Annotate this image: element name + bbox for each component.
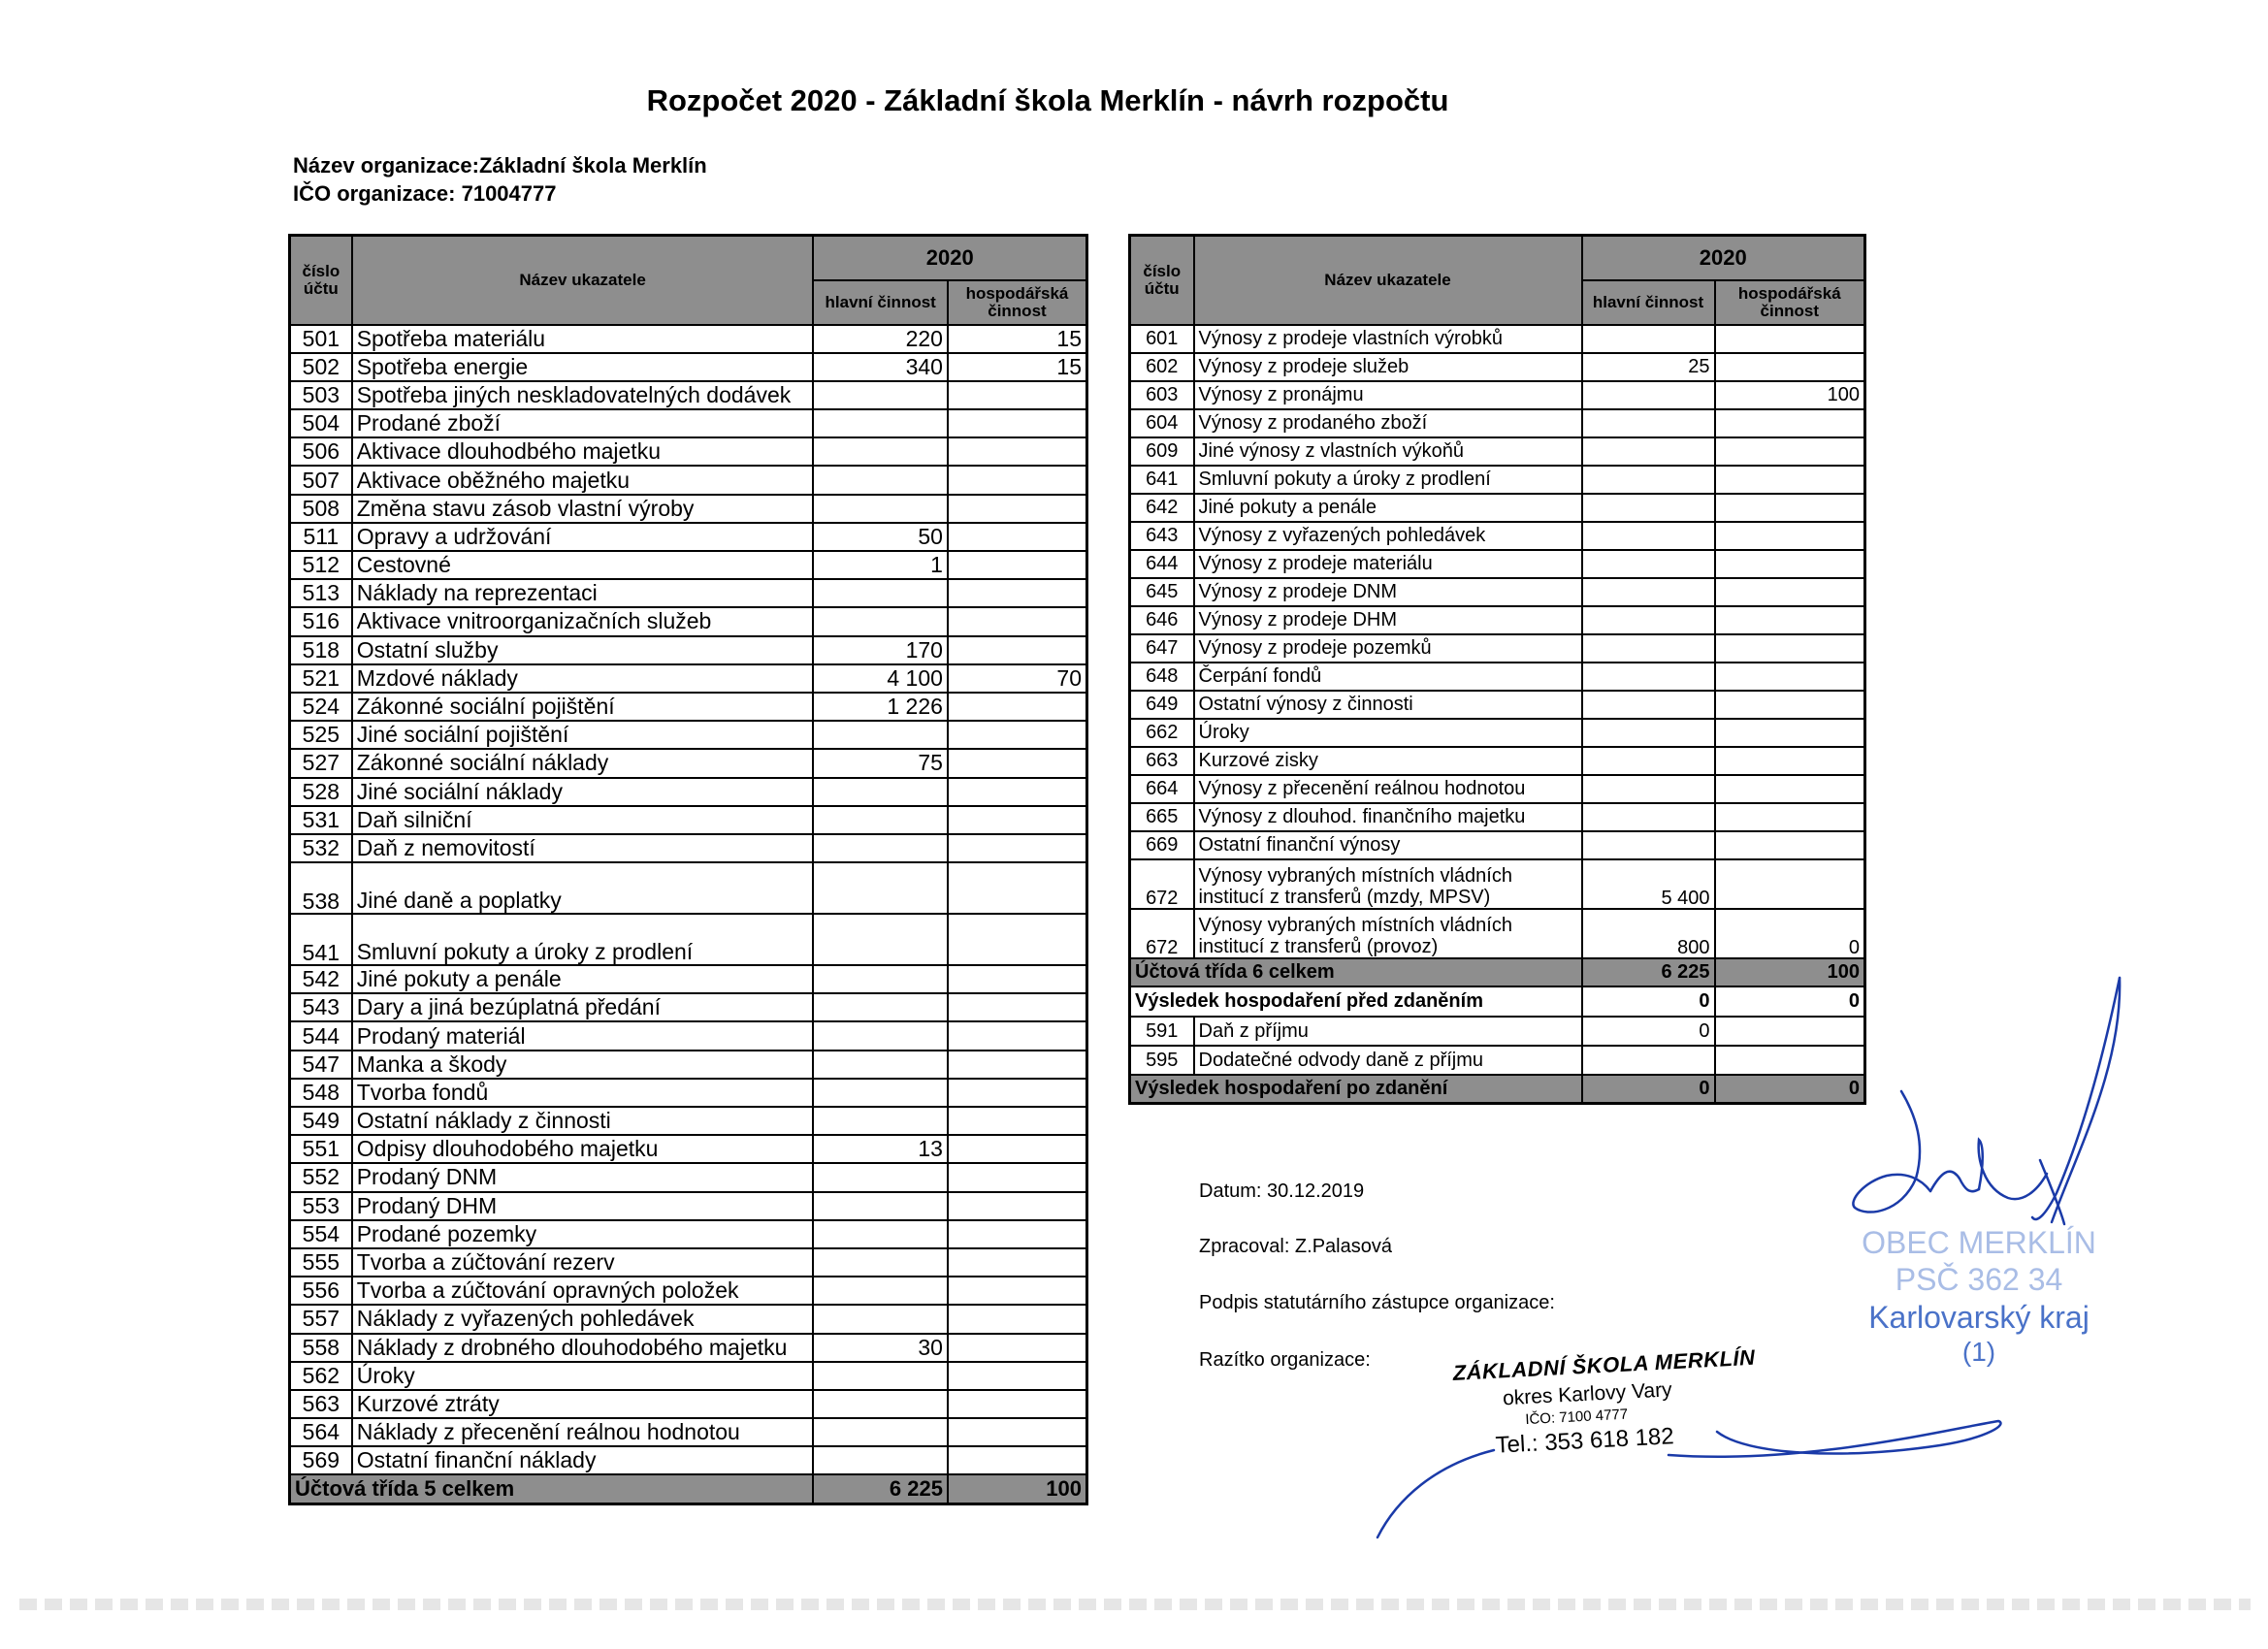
account-code: 557 (290, 1305, 352, 1333)
account-code: 648 (1130, 663, 1194, 691)
account-code: 504 (290, 409, 352, 437)
main-activity-value: 25 (1582, 353, 1715, 381)
account-code: 643 (1130, 522, 1194, 550)
account-name: Smluvní pokuty a úroky z prodlení (1194, 466, 1582, 494)
account-name: Jiné daně a poplatky (352, 862, 814, 914)
signature-label: Podpis statutárního zástupce organizace: (1199, 1292, 1555, 1313)
account-name: Ostatní finanční výnosy (1194, 831, 1582, 859)
account-code: 527 (290, 749, 352, 777)
stamp-school-line1: ZÁKLADNÍ ŠKOLA MERKLÍN (1452, 1344, 1756, 1385)
main-activity-value: 0 (1582, 1017, 1715, 1046)
account-code: 644 (1130, 550, 1194, 578)
account-name: Manka a škody (352, 1051, 814, 1079)
main-activity-value: 1 226 (813, 693, 948, 721)
economic-activity-value: 0 (1715, 909, 1865, 958)
account-name: Smluvní pokuty a úroky z prodlení (352, 914, 814, 965)
account-name: Čerpání fondů (1194, 663, 1582, 691)
main-activity-value: 75 (813, 749, 948, 777)
header-account-number: číslo účtu (1130, 236, 1194, 325)
account-name: Spotřeba jiných neskladovatelných dodávek (352, 381, 814, 409)
account-code: 541 (290, 914, 352, 965)
account-name: Ostatní výnosy z činnosti (1194, 691, 1582, 719)
account-name: Aktivace vnitroorganizačních služeb (352, 607, 814, 635)
account-name: Tvorba fondů (352, 1079, 814, 1107)
account-name: Ostatní služby (352, 636, 814, 664)
account-name: Tvorba a zúčtování rezerv (352, 1248, 814, 1277)
account-code: 547 (290, 1051, 352, 1079)
account-name: Dodatečné odvody daně z příjmu (1194, 1046, 1582, 1075)
account-code: 501 (290, 325, 352, 353)
account-name: Výnosy z přecenění reálnou hodnotou (1194, 775, 1582, 803)
main-activity-value: 4 100 (813, 664, 948, 693)
account-code: 672 (1130, 909, 1194, 958)
account-code: 513 (290, 579, 352, 607)
total-class-6-main: 6 225 (1582, 958, 1715, 986)
account-code: 524 (290, 693, 352, 721)
economic-activity-value: 100 (1715, 381, 1865, 409)
main-activity-value: 5 400 (1582, 859, 1715, 909)
account-code: 551 (290, 1135, 352, 1163)
account-code: 564 (290, 1418, 352, 1446)
account-code: 669 (1130, 831, 1194, 859)
header-year: 2020 (1582, 236, 1865, 280)
account-name: Úroky (1194, 719, 1582, 747)
stamp-obec-line1: OBEC MERKLÍN (1862, 1225, 2096, 1260)
stamp-school-line2: okres Karlovy Vary (1502, 1377, 1673, 1409)
account-code: 603 (1130, 381, 1194, 409)
main-activity-value: 170 (813, 636, 948, 664)
account-name: Zákonné sociální náklady (352, 749, 814, 777)
account-code: 503 (290, 381, 352, 409)
account-code: 525 (290, 721, 352, 749)
total-class-6-economic: 100 (1715, 958, 1865, 986)
account-code: 609 (1130, 437, 1194, 466)
account-name: Úroky (352, 1362, 814, 1390)
organization-ico: IČO organizace: 71004777 (293, 181, 557, 206)
account-code: 516 (290, 607, 352, 635)
header-economic-activity: hospodářská činnost (1715, 280, 1865, 325)
account-name: Výnosy z vyřazených pohledávek (1194, 522, 1582, 550)
account-code: 544 (290, 1021, 352, 1050)
account-code: 521 (290, 664, 352, 693)
account-code: 672 (1130, 859, 1194, 909)
result-before-tax-label: Výsledek hospodaření před zdaněním (1130, 986, 1582, 1017)
account-name: Náklady z vyřazených pohledávek (352, 1305, 814, 1333)
account-name: Náklady na reprezentaci (352, 579, 814, 607)
account-code: 647 (1130, 634, 1194, 663)
page-title: Rozpočet 2020 - Základní škola Merklín - návrh rozpočtu (646, 83, 1449, 117)
account-code: 554 (290, 1220, 352, 1248)
account-name: Výnosy z pronájmu (1194, 381, 1582, 409)
account-code: 553 (290, 1192, 352, 1220)
account-name: Prodané pozemky (352, 1220, 814, 1248)
account-name: Výnosy z prodeje materiálu (1194, 550, 1582, 578)
account-code: 506 (290, 437, 352, 466)
account-code: 664 (1130, 775, 1194, 803)
account-name: Daň silniční (352, 806, 814, 834)
account-name: Jiné sociální pojištění (352, 721, 814, 749)
account-name: Změna stavu zásob vlastní výroby (352, 495, 814, 523)
account-code: 548 (290, 1079, 352, 1107)
account-code: 642 (1130, 494, 1194, 522)
economic-activity-value: 15 (948, 325, 1087, 353)
account-code: 542 (290, 965, 352, 993)
account-code: 518 (290, 636, 352, 664)
account-code: 641 (1130, 466, 1194, 494)
account-name: Daň z příjmu (1194, 1017, 1582, 1046)
header-account-number: číslo účtu (290, 236, 352, 325)
total-class-5-label: Účtová třída 5 celkem (290, 1474, 814, 1504)
account-code: 663 (1130, 747, 1194, 775)
account-code: 507 (290, 466, 352, 494)
result-after-tax-label: Výsledek hospodaření po zdanění (1130, 1075, 1582, 1104)
account-code: 555 (290, 1248, 352, 1277)
account-code: 649 (1130, 691, 1194, 719)
account-name: Odpisy dlouhodobého majetku (352, 1135, 814, 1163)
economic-activity-value: 70 (948, 664, 1087, 693)
account-code: 502 (290, 353, 352, 381)
stamp-obec-line3: Karlovarský kraj (1868, 1299, 2090, 1335)
stamp-obec-line2: PSČ 362 34 (1895, 1262, 2063, 1298)
header-main-activity: hlavní činnost (1582, 280, 1715, 325)
result-after-tax-main: 0 (1582, 1075, 1715, 1104)
account-name: Kurzové zisky (1194, 747, 1582, 775)
account-code: 532 (290, 834, 352, 862)
total-class-5-economic: 100 (948, 1474, 1087, 1504)
account-code: 528 (290, 778, 352, 806)
account-code: 604 (1130, 409, 1194, 437)
account-code: 601 (1130, 325, 1194, 353)
header-main-activity: hlavní činnost (813, 280, 948, 325)
organization-name: Název organizace:Základní škola Merklín (293, 153, 707, 178)
account-code: 591 (1130, 1017, 1194, 1046)
total-class-6-label: Účtová třída 6 celkem (1130, 958, 1582, 986)
account-code: 595 (1130, 1046, 1194, 1075)
account-name: Jiné sociální náklady (352, 778, 814, 806)
account-name: Výnosy z prodeje DHM (1194, 606, 1582, 634)
account-name: Výnosy z prodeje pozemků (1194, 634, 1582, 663)
main-activity-value: 340 (813, 353, 948, 381)
account-code: 562 (290, 1362, 352, 1390)
date-label: Datum: 30.12.2019 (1199, 1180, 1365, 1202)
account-name: Spotřeba materiálu (352, 325, 814, 353)
result-before-tax-main: 0 (1582, 986, 1715, 1017)
account-code: 558 (290, 1334, 352, 1362)
account-name: Ostatní finanční náklady (352, 1446, 814, 1474)
account-name: Cestovné (352, 551, 814, 579)
header-indicator-name: Název ukazatele (1194, 236, 1582, 325)
account-name: Tvorba a zúčtování opravných položek (352, 1277, 814, 1305)
result-before-tax-economic: 0 (1715, 986, 1865, 1017)
account-code: 645 (1130, 578, 1194, 606)
account-name: Spotřeba energie (352, 353, 814, 381)
account-name: Výnosy z prodeje DNM (1194, 578, 1582, 606)
account-code: 508 (290, 495, 352, 523)
account-name: Výnosy vybraných místních vládních institucí z transferů (mzdy, MPSV) (1194, 859, 1582, 909)
account-code: 556 (290, 1277, 352, 1305)
account-code: 543 (290, 993, 352, 1021)
account-name: Výnosy vybraných místních vládních institucí z transferů (provoz) (1194, 909, 1582, 958)
stamp-obec-line4: (1) (1961, 1337, 1996, 1368)
account-name: Prodaný DNM (352, 1163, 814, 1191)
account-code: 549 (290, 1107, 352, 1135)
prepared-by-label: Zpracoval: Z.Palasová (1199, 1236, 1392, 1257)
account-name: Aktivace oběžného majetku (352, 466, 814, 494)
main-activity-value: 50 (813, 523, 948, 551)
account-code: 531 (290, 806, 352, 834)
header-year: 2020 (813, 236, 1086, 280)
header-indicator-name: Název ukazatele (352, 236, 814, 325)
account-name: Výnosy z prodeje vlastních výrobků (1194, 325, 1582, 353)
account-code: 552 (290, 1163, 352, 1191)
account-name: Daň z nemovitostí (352, 834, 814, 862)
account-name: Prodaný DHM (352, 1192, 814, 1220)
account-code: 665 (1130, 803, 1194, 831)
stamp-label: Razítko organizace: (1199, 1349, 1371, 1371)
result-after-tax-economic: 0 (1715, 1075, 1865, 1104)
scan-artifact (19, 1599, 2251, 1610)
main-activity-value: 800 (1582, 909, 1715, 958)
account-name: Mzdové náklady (352, 664, 814, 693)
account-code: 662 (1130, 719, 1194, 747)
main-activity-value: 30 (813, 1334, 948, 1362)
total-class-5-main: 6 225 (813, 1474, 948, 1504)
account-code: 602 (1130, 353, 1194, 381)
account-name: Opravy a udržování (352, 523, 814, 551)
main-activity-value: 13 (813, 1135, 948, 1163)
account-name: Náklady z drobného dlouhodobého majetku (352, 1334, 814, 1362)
account-name: Jiné výnosy z vlastních výkoňů (1194, 437, 1582, 466)
account-code: 538 (290, 862, 352, 914)
main-activity-value: 220 (813, 325, 948, 353)
account-name: Výnosy z dlouhod. finančního majetku (1194, 803, 1582, 831)
account-name: Kurzové ztráty (352, 1390, 814, 1418)
account-code: 569 (290, 1446, 352, 1474)
account-code: 646 (1130, 606, 1194, 634)
account-name: Jiné pokuty a penále (352, 965, 814, 993)
account-code: 511 (290, 523, 352, 551)
account-name: Aktivace dlouhodbého majetku (352, 437, 814, 466)
account-name: Prodaný materiál (352, 1021, 814, 1050)
account-name: Náklady z přecenění reálnou hodnotou (352, 1418, 814, 1446)
stamp-school-line3: IČO: 7100 4777 (1524, 1406, 1629, 1429)
account-name: Dary a jiná bezúplatná předání (352, 993, 814, 1021)
account-name: Výnosy z prodaného zboží (1194, 409, 1582, 437)
account-name: Ostatní náklady z činnosti (352, 1107, 814, 1135)
account-name: Výnosy z prodeje služeb (1194, 353, 1582, 381)
economic-activity-value: 15 (948, 353, 1087, 381)
account-name: Zákonné sociální pojištění (352, 693, 814, 721)
stamp-school-line4: Tel.: 353 618 182 (1494, 1423, 1675, 1460)
header-economic-activity: hospodářská činnost (948, 280, 1087, 325)
account-name: Prodané zboží (352, 409, 814, 437)
main-activity-value: 1 (813, 551, 948, 579)
account-name: Jiné pokuty a penále (1194, 494, 1582, 522)
account-code: 512 (290, 551, 352, 579)
account-code: 563 (290, 1390, 352, 1418)
